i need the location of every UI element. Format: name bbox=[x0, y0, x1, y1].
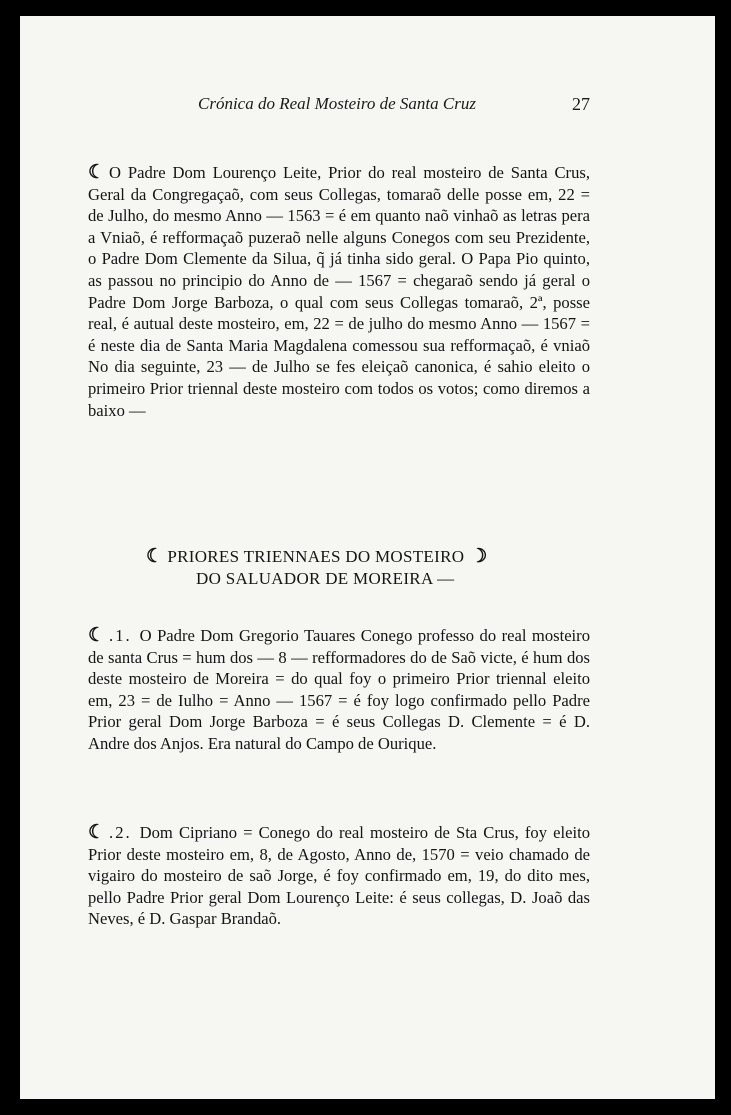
entry-2 bbox=[88, 822, 590, 930]
paragraph-mark-icon: ☾ bbox=[88, 162, 106, 183]
entry-mark-icon: ☾ bbox=[88, 822, 106, 843]
entry-text: O Padre Dom Gregorio Tauares Conego professo do real mosteiro de santa Crus = hum dos — 8 — refformadores do de Saõ victe, é hum dos deste mosteiro de Moreira = do qual foy o primeiro Prior triennal eleito em, 23 = de Iulho = Anno — 1567 = é foy logo confirmado pello Padre Prior geral Dom Jorge Barboza = é seus Collegas D. Clemente = é D. Andre dos Anjos. Era natural do Campo de Ourique. bbox=[88, 626, 590, 753]
entry-mark-icon: ☾ bbox=[88, 625, 106, 646]
paragraph-text: O Padre Dom Lourenço Leite, Prior do real mosteiro de Santa Crus, Geral da Congregaçaõ, com seus Collegas, tomaraõ delle posse em, 22 = de Julho, do mesmo Anno — 1563 = é em quanto naõ vinhaõ as letras pera a Vniaõ, é refformaçaõ puzeraõ nelle alguns Conegos com seu Prezidente, o Padre Dom Clemente da Silua, q̃ já tinha sido geral. O Papa Pio quinto, as passou no principio do Anno de — 1567 = chegaraõ sendo já geral o Padre Dom Jorge Barboza, o qual com seus Collegas tomaraõ, 2ª, posse real, é autual deste mosteiro, em, 22 = de julho do mesmo Anno — 1567 = é neste dia de Santa Maria Magdalena comessou sua refformaçaõ, é vniaõ No dia seguinte, 23 — de Julho se fes eleiçaõ canonica, é sahio eleito o primeiro Prior triennal deste mosteiro com todos os votos; como diremos a baixo — bbox=[88, 163, 590, 420]
book-page bbox=[20, 16, 715, 1099]
page-number: 27 bbox=[572, 94, 590, 114]
entry-text: Dom Cipriano = Conego do real mosteiro de Sta Crus, foy eleito Prior deste mosteiro em, 8, de Agosto, Anno de, 1570 = veio chamado de vigairo do mosteiro de saõ Jorge, é foy confirmado em, 19, do dito mes, pello Padre Prior geral Dom Lourenço Leite: é seus collegas, D. Joaõ das Neves, é D. Gaspar Brandaõ. bbox=[88, 823, 590, 929]
paragraph-prior-lourenco bbox=[88, 162, 590, 421]
heading-mark-close-icon: ☽ bbox=[470, 546, 488, 567]
running-title: Crónica do Real Mosteiro de Santa Cruz bbox=[198, 94, 476, 113]
section-heading bbox=[88, 546, 590, 590]
heading-mark-open-icon: ☾ bbox=[146, 546, 164, 567]
entry-number: .2. bbox=[109, 823, 132, 842]
heading-line1: PRIORES TRIENNAES DO MOSTEIRO bbox=[167, 547, 465, 566]
heading-line2: DO SALUADOR DE MOREIRA — bbox=[196, 569, 455, 588]
running-head bbox=[20, 94, 715, 118]
entry-number: .1. bbox=[109, 626, 132, 645]
entry-1 bbox=[88, 625, 590, 755]
